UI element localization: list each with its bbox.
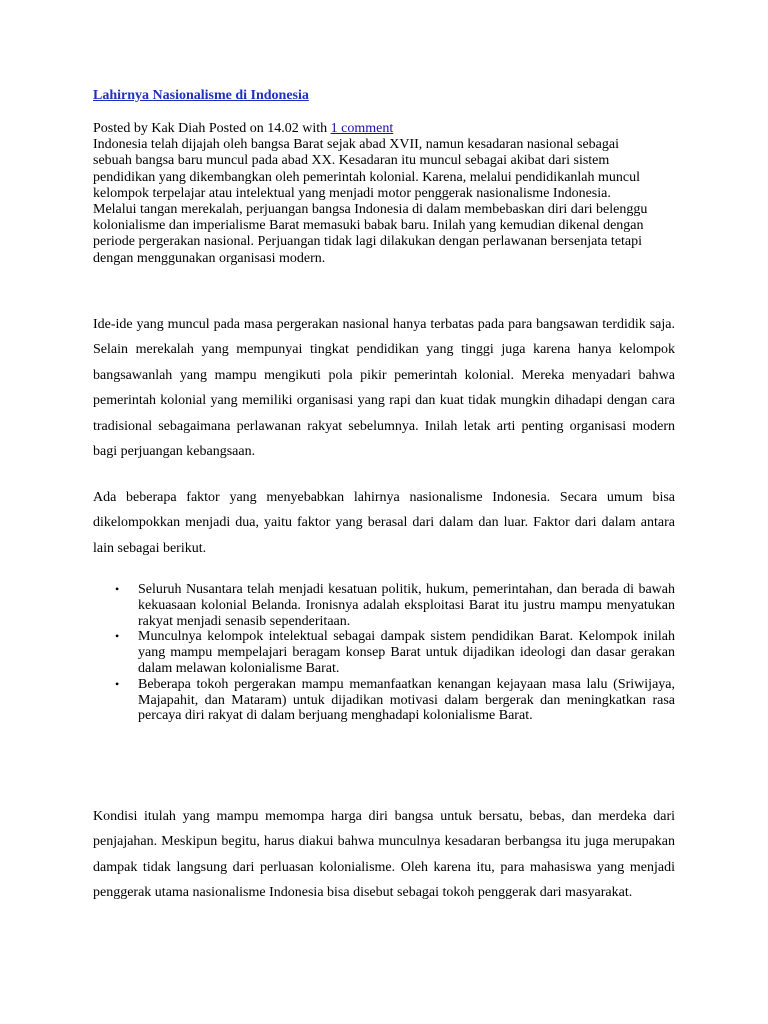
list-item	[93, 677, 675, 724]
title-link[interactable]: Lahirnya Nasionalisme di Indonesia	[93, 88, 309, 103]
paragraph-2: Ide-ide yang muncul pada masa pergerakan nasional hanya terbatas pada para bangsawan terdidik saja. Selain merekalah yang mempunyai tingkat pendidikan yang tinggi juga karena hanya kelompok bangsawanlah yang mampu mengikuti pola pikir pemerintah kolonial. Mereka menyadari bahwa pemerintah kolonial yang memiliki organisasi yang rapi dan kuat tidak mungkin dihadapi dengan cara tradisional sebagaimana perlawanan rakyat sebelumnya. Inilah letak arti penting organisasi modern bagi perjuangan kebangsaan.	[93, 317, 675, 460]
comment-link[interactable]: 1 comment	[330, 121, 394, 136]
list-item	[93, 629, 675, 676]
intro-text: Indonesia telah dijajah oleh bangsa Barat sejak abad XVII, namun kesadaran nasional sebagai sebuah bangsa baru muncul pada abad XX. Kesadaran itu muncul sebagai akibat dari sistem pendidikan yang dikembangkan oleh pemerintah kolonial. Karena, melalui pendidikanlah muncul kelompok terpelajar atau intelektual yang menjadi motor penggerak nasionalisme Indonesia. Melalui tangan merekalah, perjuangan bangsa Indonesia di dalam membebaskan diri dari belenggu kolonialisme dan imperialisme Barat memasuki babak baru. Inilah yang kemudian dikenal dengan periode pergerakan nasional. Perjuangan tidak lagi dilakukan dengan perlawanan bersenjata tetapi dengan menggunakan organisasi modern.	[93, 137, 648, 266]
list-item-text: Beberapa tokoh pergerakan mampu memanfaatkan kenangan kejayaan masa lalu (Sriwijaya, Majapahit, dan Mataram) untuk dijadikan motivasi dalam bergerak dan meningkatkan rasa percaya diri rakyat di dalam berjuang menghadapi kolonialisme Barat.	[138, 676, 675, 724]
list-item	[93, 582, 675, 629]
bullet-icon: •	[115, 582, 120, 596]
list-item-text: Munculnya kelompok intelektual sebagai dampak sistem pendidikan Barat. Kelompok inilah yang mampu mempelajari beragam konsep Barat untuk dijadikan ideologi dan dasar gerakan dalam melawan kolonialisme Barat.	[138, 629, 675, 676]
intro-paragraph	[93, 121, 653, 267]
paragraph-3: Ada beberapa faktor yang menyebabkan lahirnya nasionalisme Indonesia. Secara umum bisa dikelompokkan menjadi dua, yaitu faktor yang berasal dari dalam dan luar. Faktor dari dalam antara lain sebagai berikut.	[93, 490, 675, 556]
article-title	[93, 87, 309, 105]
paragraph-4: Kondisi itulah yang mampu memompa harga diri bangsa untuk bersatu, bebas, dan merdeka dari penjajahan. Meskipun begitu, harus diakui bahwa munculnya kesadaran berbangsa itu juga merupakan dampak tidak langsung dari perluasan kolonialisme. Oleh karena itu, para mahasiswa yang menjadi penggerak utama nasionalisme Indonesia bisa disebut sebagai tokoh penggerak dari masyarakat.	[93, 809, 675, 901]
factor-list	[93, 582, 675, 724]
bullet-icon: •	[115, 676, 120, 691]
post-meta: Posted by Kak Diah Posted on 14.02 with	[93, 121, 331, 136]
bullet-icon: •	[115, 629, 120, 644]
list-item-text: Seluruh Nusantara telah menjadi kesatuan politik, hukum, pemerintahan, dan berada di bawah kekuasaan kolonial Belanda. Ironisnya adalah eksploitasi Barat itu justru mampu menyatukan rakyat menjadi senasib sependeritaan.	[138, 582, 675, 629]
